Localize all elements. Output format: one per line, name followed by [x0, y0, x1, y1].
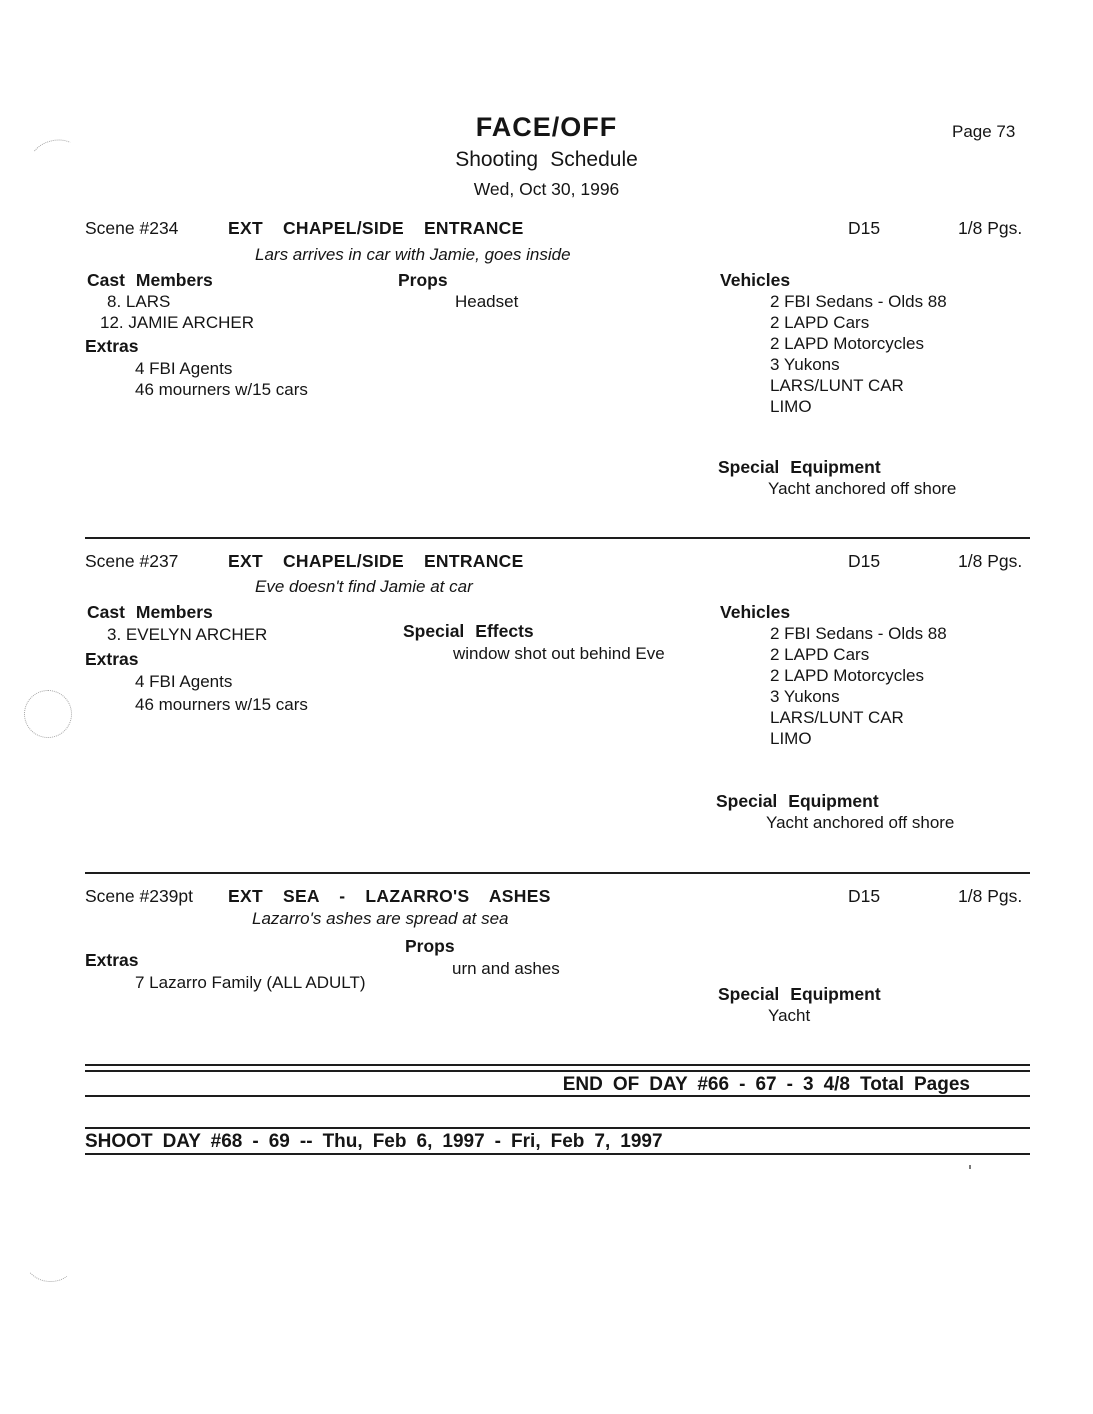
shoot-day-banner: SHOOT DAY #68 - 69 -- Thu, Feb 6, 1997 - Fri, Feb 7, 1997 [85, 1131, 663, 1152]
special-equipment-item: Yacht [768, 1006, 811, 1025]
vehicles-header: Vehicles [720, 602, 791, 622]
vehicle-item: LIMO [770, 397, 812, 416]
scene-heading: EXT CHAPEL/SIDE ENTRANCE [228, 551, 524, 571]
extra-item: 7 Lazarro Family (ALL ADULT) [135, 973, 366, 992]
cast-member: 8. LARS [107, 292, 171, 311]
vehicle-item: 3 Yukons [770, 687, 840, 706]
vehicle-item: LARS/LUNT CAR [770, 376, 904, 395]
extras-header: Extras [85, 649, 139, 669]
scene-block-237 [85, 551, 1030, 872]
scene-day: D15 [848, 551, 881, 571]
shoot-day-bottom-line [85, 1153, 1030, 1155]
scene-block-234 [85, 218, 1030, 537]
extra-item: 4 FBI Agents [135, 359, 233, 378]
vehicle-item: 3 Yukons [770, 355, 840, 374]
scan-speck [969, 1165, 971, 1169]
prop-item: Headset [455, 292, 519, 311]
special-equipment-header: Special Equipment [718, 457, 881, 477]
scene-heading: EXT CHAPEL/SIDE ENTRANCE [228, 218, 524, 238]
scene-pages: 1/8 Pgs. [958, 551, 1023, 571]
special-equipment-header: Special Equipment [716, 791, 879, 811]
scene-block-239pt [85, 886, 1030, 1046]
scene-day: D15 [848, 218, 881, 238]
extra-item: 4 FBI Agents [135, 672, 233, 691]
special-equipment-item: Yacht anchored off shore [768, 479, 957, 498]
scene-description: Lars arrives in car with Jamie, goes inside [255, 245, 571, 264]
end-of-day-bottom-line [85, 1095, 1030, 1097]
punch-hole-artifact-middle [24, 690, 72, 738]
scene-pages: 1/8 Pgs. [958, 218, 1023, 238]
page-number: Page 73 [952, 122, 1016, 141]
cast-member: 12. JAMIE ARCHER [100, 313, 254, 332]
vehicle-item: LIMO [770, 729, 812, 748]
vehicle-item: 2 LAPD Cars [770, 645, 870, 664]
extras-header: Extras [85, 336, 139, 356]
extra-item: 46 mourners w/15 cars [135, 380, 308, 399]
vehicle-item: 2 FBI Sedans - Olds 88 [770, 292, 947, 311]
vehicle-item: 2 LAPD Motorcycles [770, 666, 924, 685]
vehicle-item: 2 LAPD Motorcycles [770, 334, 924, 353]
cast-members-header: Cast Members [87, 602, 213, 622]
special-effects-header: Special Effects [403, 621, 534, 641]
scene-number: Scene #239pt [85, 886, 194, 906]
document-date: Wed, Oct 30, 1996 [473, 179, 620, 199]
props-header: Props [398, 270, 448, 290]
vehicle-item: LARS/LUNT CAR [770, 708, 904, 727]
scene-separator-line [85, 537, 1030, 539]
punch-hole-artifact-bottom [22, 1233, 79, 1284]
shoot-day-top-line [85, 1127, 1030, 1129]
cast-members-header: Cast Members [87, 270, 213, 290]
vehicle-item: 2 FBI Sedans - Olds 88 [770, 624, 947, 643]
scene-day: D15 [848, 886, 881, 906]
scene-description: Lazarro's ashes are spread at sea [252, 909, 509, 928]
scene-number: Scene #234 [85, 218, 179, 238]
extras-header: Extras [85, 950, 139, 970]
vehicles-header: Vehicles [720, 270, 791, 290]
extra-item: 46 mourners w/15 cars [135, 695, 308, 714]
special-equipment-item: Yacht anchored off shore [766, 813, 955, 832]
scene-number: Scene #237 [85, 551, 179, 571]
end-of-day-top-line-1 [85, 1064, 1030, 1066]
props-header: Props [405, 936, 455, 956]
prop-item: urn and ashes [452, 959, 560, 978]
scene-separator-line [85, 872, 1030, 874]
special-effects-item: window shot out behind Eve [453, 644, 665, 663]
document-title: FACE/OFF [475, 112, 618, 142]
special-equipment-header: Special Equipment [718, 984, 881, 1004]
scene-heading: EXT SEA - LAZARRO'S ASHES [228, 886, 551, 906]
document-subtitle: Shooting Schedule [455, 148, 638, 171]
end-of-day-banner: END OF DAY #66 - 67 - 3 4/8 Total Pages [562, 1074, 970, 1095]
vehicle-item: 2 LAPD Cars [770, 313, 870, 332]
end-of-day-top-line-2 [85, 1070, 1030, 1072]
cast-member: 3. EVELYN ARCHER [107, 625, 268, 644]
scene-pages: 1/8 Pgs. [958, 886, 1023, 906]
scene-description: Eve doesn't find Jamie at car [255, 577, 473, 596]
